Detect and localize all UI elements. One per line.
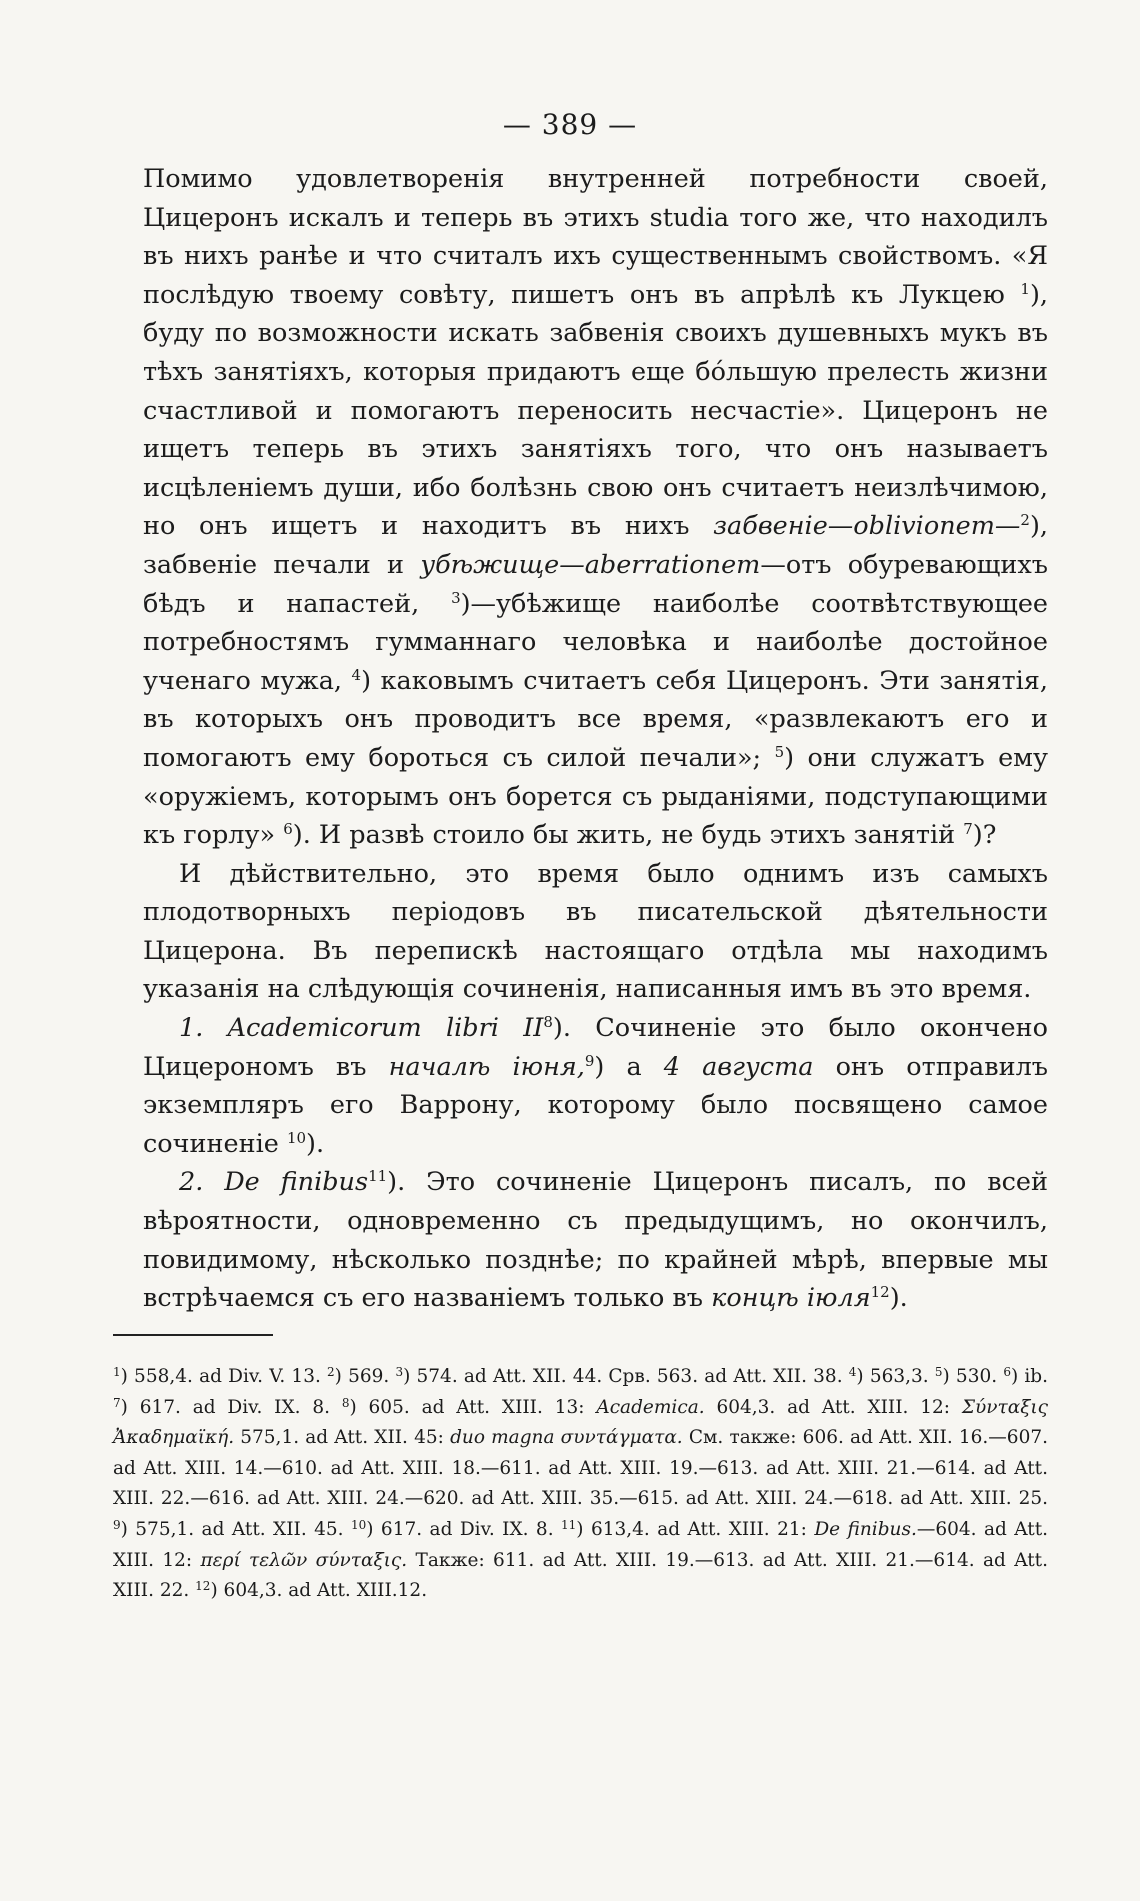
footnote-text: См. также: 606. ad Att. XII. 16.—607. ad Att. XIII. 14.—610. ad Att. XIII. 18.—611. ad Att. XIII. 19.—613. ad Att. XIII. 21.—614. ad Att. XIII. 22.—616. ad Att. XIII. 24.—620. ad Att. XIII. 35.—615. ad Att. XIII. 24.—618. ad Att. XIII. 25. — [113, 1427, 1048, 1510]
footnote-text: —604. ad Att. XIII. 12: — [113, 1518, 1049, 1571]
item-title: 2. De finibus — [179, 1167, 369, 1198]
footnote-ref-12: 12 — [870, 1283, 890, 1302]
text-run: ) они служатъ ему «оружіемъ, которымъ онъ борется съ рыданіями, подступающими къ горлу» — [143, 742, 1048, 851]
footnote-text: ) 617. ad Div. IX. 8. — [366, 1518, 562, 1540]
text-run: ) а — [594, 1051, 664, 1082]
footnote-text: ) 604,3. ad Att. XIII.12. — [210, 1580, 428, 1602]
footnote-ref-10: 10 — [286, 1128, 307, 1147]
italic-run: убѣжище—aberrationem — [420, 549, 761, 580]
footnote-text: ) 575,1. ad Att. XII. 45. — [120, 1518, 351, 1540]
footnote-marker: 11 — [561, 1517, 577, 1532]
footnote-marker: 7 — [113, 1395, 121, 1410]
footnotes — [113, 1362, 1048, 1607]
footnote-ref-3: 3 — [451, 588, 461, 607]
footnote-ref-7: 7 — [963, 820, 973, 839]
footnote-ref-1: 1 — [1020, 279, 1030, 298]
text-run: онъ отправилъ экземпляръ его Варрону, которому было посвящено самое сочиненіе — [143, 1051, 1048, 1159]
footnote-marker: 9 — [113, 1517, 121, 1532]
footnote-ref-8: 8 — [543, 1013, 553, 1032]
footnote-italic: Academica. — [596, 1396, 705, 1418]
footnote-text: ) 558,4. ad Div. V. 13. — [120, 1366, 328, 1387]
italic-run: началѣ іюня, — [388, 1051, 585, 1082]
italic-run: забвеніе—oblivionem— — [713, 511, 1021, 542]
list-item-academica — [143, 1009, 1048, 1163]
footnote-text: ) 617. ad Div. IX. 8. — [120, 1396, 342, 1418]
footnote-divider — [113, 1334, 273, 1336]
footnote-text: ) 569. — [334, 1366, 396, 1387]
footnote-marker: 5 — [934, 1365, 943, 1379]
footnote-text: ) 613,4. ad Att. XIII. 21: — [576, 1518, 815, 1540]
footnote-ref-4: 4 — [351, 665, 362, 684]
footnote-marker: 2 — [327, 1365, 335, 1379]
footnote-marker: 6 — [1003, 1365, 1011, 1379]
list-item-de-finibus — [143, 1163, 1048, 1317]
footnote-text: 604,3. ad Att. XIII. 12: — [704, 1396, 962, 1418]
text-run: ). Это сочиненіе Цицеронъ писалъ, по всей вѣроятности, одновременно съ предыдущимъ, но окончилъ, повидимому, нѣсколько позднѣе; по крайней мѣрѣ, впервые мы встрѣчаемся съ его названіемъ только въ — [143, 1167, 1049, 1314]
footnote-marker: 3 — [395, 1365, 404, 1379]
text-run: ). — [306, 1128, 325, 1159]
footnote-ref-9: 9 — [584, 1051, 595, 1070]
footnote-marker: 10 — [351, 1517, 367, 1532]
paragraph-2: И дѣйствительно, это время было однимъ изъ самыхъ плодотворныхъ періодовъ въ писательской дѣятельности Цицерона. Въ перепискѣ настоящаго отдѣла мы находимъ указанія на слѣдующія сочиненія, написанныя имъ въ это время. — [143, 858, 1048, 1005]
text-run: )—убѣжище наиболѣе соотвѣтствующее потребностямъ гумманнаго человѣка и наиболѣе достойное ученаго мужа, — [143, 588, 1048, 696]
footnote-ref-6: 6 — [283, 820, 293, 839]
text-run: ). И развѣ стоило бы жить, не будь этихъ занятій — [292, 820, 964, 851]
page-number: — 389 — — [502, 108, 638, 141]
footnote-text: ) 530. — [942, 1366, 1004, 1387]
footnote-ref-11: 11 — [368, 1167, 388, 1186]
footnote-text: 575,1. ad Att. XII. 45: — [234, 1427, 451, 1449]
text-run: ). Сочиненіе это было окончено Цицерономъ въ — [143, 1013, 1048, 1082]
footnote-marker: 8 — [341, 1395, 350, 1410]
text-run: ), забвеніе печали и — [143, 511, 1048, 580]
text-run: Помимо удовлетворенія внутренней потребности своей, Цицеронъ искалъ и теперь въ этихъ studia того же, что находилъ въ нихъ ранѣе и что считалъ ихъ существеннымъ свойствомъ. «Я послѣдую твоему совѣту, пишетъ онъ въ апрѣлѣ къ Лукцею — [143, 164, 1048, 310]
footnote-ref-5: 5 — [774, 742, 785, 761]
text-run: ) каковымъ считаетъ себя Цицеронъ. Эти занятія, въ которыхъ онъ проводитъ все время, «развлекаютъ его и помогаютъ ему бороться съ силой печали»; — [143, 665, 1048, 773]
footnote-greek: Σύνταξις Ἀκαδημαϊκή. — [113, 1396, 1048, 1449]
footnote-ref-2: 2 — [1020, 511, 1030, 530]
footnote-text: ) 605. ad Att. XIII. 13: — [349, 1396, 597, 1418]
footnote-italic: De finibus. — [814, 1518, 917, 1540]
text-run: )? — [972, 820, 997, 851]
main-text — [143, 160, 1048, 1318]
footnote-italic: duo magna συντάγματα. — [450, 1427, 683, 1449]
footnote-block — [113, 1362, 1048, 1607]
footnote-text: ) ib. — [1010, 1366, 1049, 1387]
paragraph-1 — [143, 160, 1048, 855]
footnote-greek: περί τελῶν σύνταξις. — [200, 1549, 408, 1571]
italic-run: 4 августа — [663, 1051, 814, 1082]
text-run: ). — [889, 1283, 908, 1314]
item-title: 1. Academicorum libri II — [179, 1013, 544, 1044]
footnote-marker: 4 — [848, 1365, 857, 1379]
footnote-text: Также: 611. ad Att. XIII. 19.—613. ad Att. XIII. 21.—614. ad Att. XIII. 22. — [113, 1549, 1048, 1602]
footnote-marker: 12 — [195, 1579, 211, 1594]
text-run: —отъ обуревающихъ бѣдъ и напастей, — [143, 549, 1048, 619]
italic-run: концѣ іюля — [711, 1283, 871, 1314]
footnote-text: ) 563,3. — [856, 1366, 935, 1387]
text-run: ), буду по возможности искать забвенія своихъ душевныхъ мукъ въ тѣхъ занятіяхъ, которыя придаютъ еще бóльшую прелесть жизни счастливой и помогаютъ переносить несчастіе». Цицеронъ не ищетъ теперь въ этихъ занятіяхъ того, что онъ называетъ исцѣленіемъ души, ибо болѣзнь свою онъ считаетъ неизлѣчимою, но онъ ищетъ и находитъ въ нихъ — [143, 279, 1048, 542]
footnote-marker: 1 — [113, 1365, 121, 1379]
footnote-text: ) 574. ad Att. XII. 44. Срв. 563. ad Att. XII. 38. — [403, 1366, 849, 1387]
